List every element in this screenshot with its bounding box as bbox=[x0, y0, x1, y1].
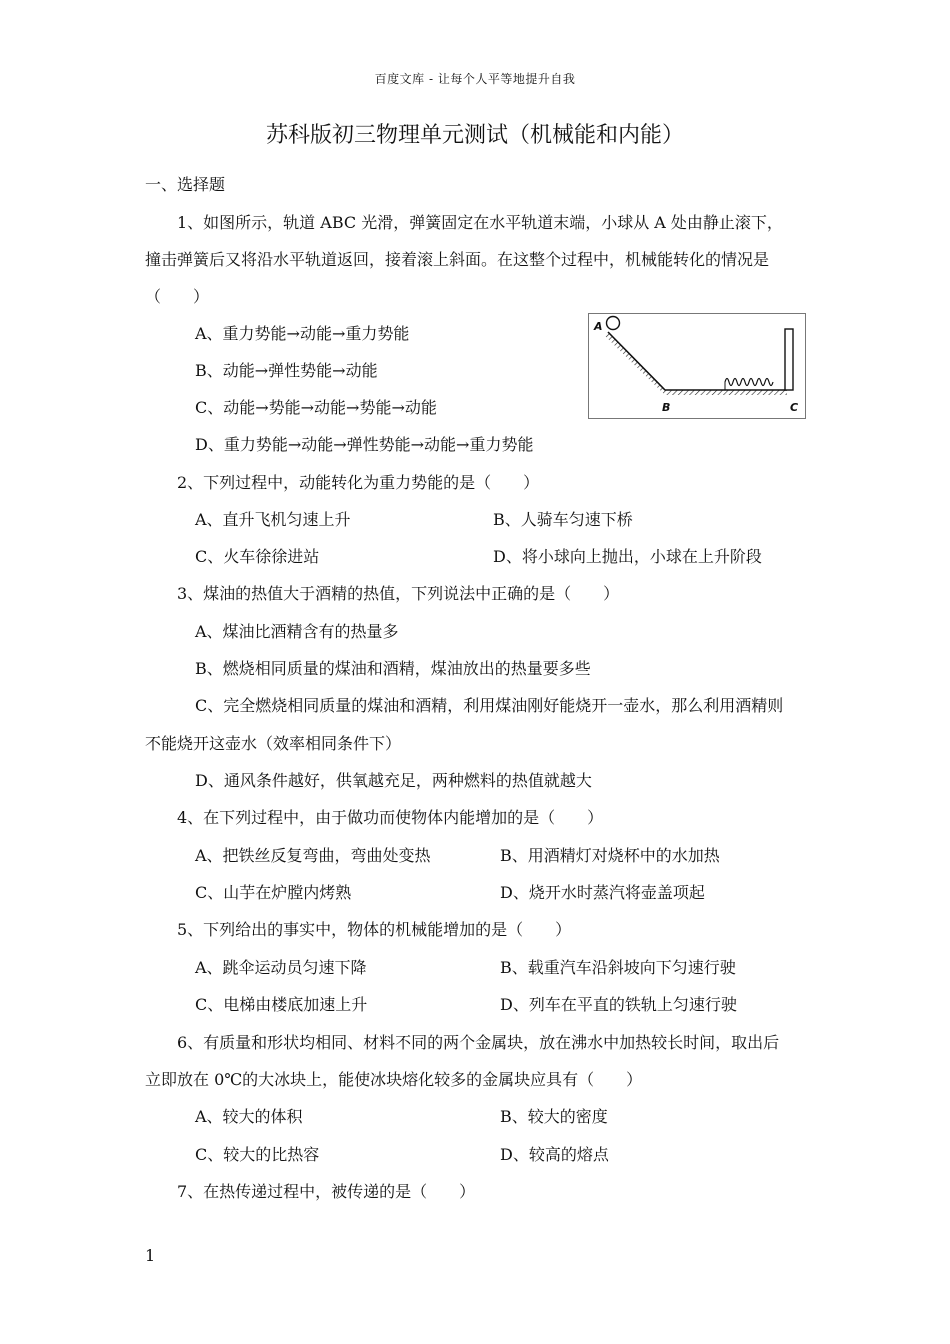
q1-stem-line2: 撞击弹簧后又将沿水平轨道返回，接着滚上斜面。在这整个过程中，机械能转化的情况是 bbox=[145, 250, 770, 269]
q5-option-a: A、跳伞运动员匀速下降 bbox=[195, 958, 367, 977]
q1-option-c: C、动能→势能→动能→势能→动能 bbox=[195, 398, 437, 417]
q5-option-d: D、列车在平直的铁轨上匀速行驶 bbox=[500, 995, 737, 1014]
q4-option-c: C、山芋在炉膛内烤熟 bbox=[195, 883, 352, 902]
q6-option-c: C、较大的比热容 bbox=[195, 1145, 320, 1164]
label-b: B bbox=[662, 401, 671, 414]
q3-option-b: B、燃烧相同质量的煤油和酒精，煤油放出的热量要多些 bbox=[195, 659, 591, 678]
q4-option-a: A、把铁丝反复弯曲，弯曲处变热 bbox=[195, 846, 431, 865]
q4-stem: 4、在下列过程中，由于做功而使物体内能增加的是（ ） bbox=[177, 808, 604, 827]
q1-track-figure bbox=[588, 313, 806, 419]
q6-stem-line2: 立即放在 0℃的大冰块上，能使冰块熔化较多的金属块应具有（ ） bbox=[145, 1070, 643, 1089]
spring bbox=[725, 379, 773, 386]
q6-option-b: B、较大的密度 bbox=[500, 1107, 608, 1126]
section-heading: 一、选择题 bbox=[145, 175, 226, 194]
q3-option-d: D、通风条件越好，供氧越充足，两种燃料的热值就越大 bbox=[195, 771, 592, 790]
q6-option-d: D、较高的熔点 bbox=[500, 1145, 609, 1164]
q3-option-c-line2: 不能烧开这壶水（效率相同条件下） bbox=[145, 734, 402, 753]
q7-stem: 7、在热传递过程中，被传递的是（ ） bbox=[177, 1182, 476, 1201]
q5-stem: 5、下列给出的事实中，物体的机械能增加的是（ ） bbox=[177, 920, 572, 939]
wall bbox=[785, 329, 793, 390]
q3-option-a: A、煤油比酒精含有的热量多 bbox=[195, 622, 399, 641]
ball bbox=[607, 317, 620, 330]
document-title: 苏科版初三物理单元测试（机械能和内能） bbox=[265, 123, 684, 148]
q1-stem-line1: 1、如图所示，轨道 ABC 光滑，弹簧固定在水平轨道末端，小球从 A 处由静止滚下， bbox=[177, 213, 783, 232]
q5-option-c: C、电梯由楼底加速上升 bbox=[195, 995, 368, 1014]
q2-option-d: D、将小球向上抛出，小球在上升阶段 bbox=[493, 547, 762, 566]
q1-stem-line3: （ ） bbox=[145, 287, 210, 306]
q4-option-b: B、用酒精灯对烧杯中的水加热 bbox=[500, 846, 720, 865]
label-a: A bbox=[594, 320, 603, 333]
slope-hatch bbox=[604, 332, 665, 395]
label-c: C bbox=[790, 401, 799, 414]
page-header: 百度文库 - 让每个人平等地提升自我 bbox=[374, 72, 576, 86]
q6-stem-line1: 6、有质量和形状均相同、材料不同的两个金属块，放在沸水中加热较长时间，取出后 bbox=[177, 1033, 780, 1052]
q2-option-b: B、人骑车匀速下桥 bbox=[493, 510, 633, 529]
page-number: 1 bbox=[145, 1246, 156, 1265]
q1-option-b: B、动能→弹性势能→动能 bbox=[195, 361, 378, 380]
track-diagram bbox=[589, 314, 805, 418]
q3-stem: 3、煤油的热值大于酒精的热值，下列说法中正确的是（ ） bbox=[177, 584, 620, 603]
q1-option-a: A、重力势能→动能→重力势能 bbox=[195, 324, 410, 343]
q5-option-b: B、载重汽车沿斜坡向下匀速行驶 bbox=[500, 958, 736, 977]
q2-option-a: A、直升飞机匀速上升 bbox=[195, 510, 351, 529]
q2-option-c: C、火车徐徐进站 bbox=[195, 547, 320, 566]
q2-stem: 2、下列过程中，动能转化为重力势能的是（ ） bbox=[177, 473, 540, 492]
q1-option-d: D、重力势能→动能→弹性势能→动能→重力势能 bbox=[195, 435, 534, 454]
q4-option-d: D、烧开水时蒸汽将壶盖项起 bbox=[500, 883, 705, 902]
q3-option-c-line1: C、完全燃烧相同质量的煤油和酒精，利用煤油刚好能烧开一壶水，那么利用酒精则 bbox=[195, 696, 784, 715]
q6-option-a: A、较大的体积 bbox=[195, 1107, 303, 1126]
